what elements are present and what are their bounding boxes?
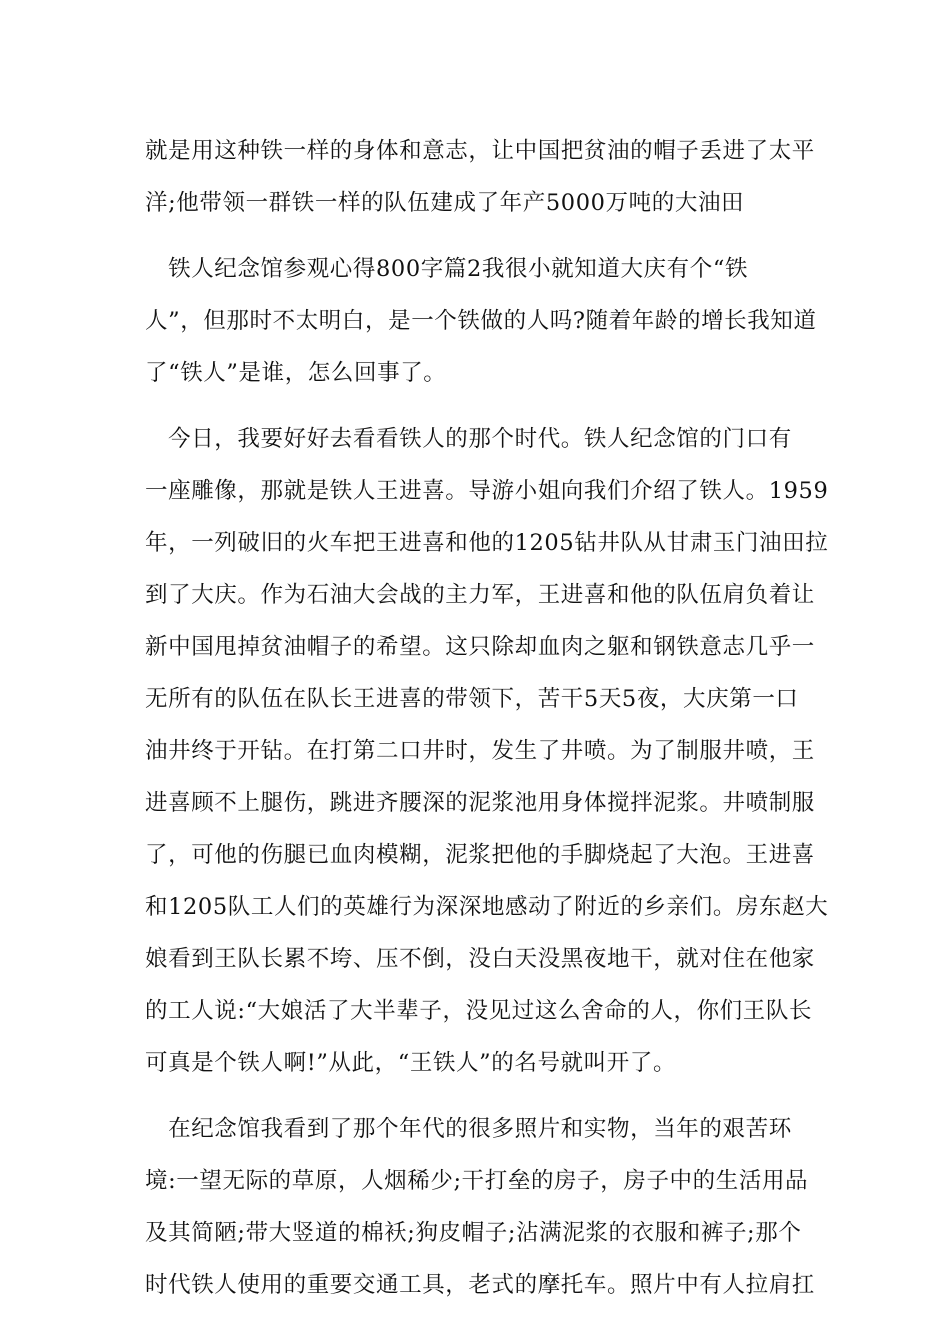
paragraph-2 [145,249,817,405]
text-line: 铁人纪念馆参观心得800字篇2我很小就知道大庆有个“铁 [145,256,749,282]
paragraph-3 [145,419,829,1095]
text-line: 境:一望无际的草原，人烟稀少;干打垒的房子，房子中的生活用品 [145,1168,809,1194]
document-body [145,131,829,1317]
text-line: 可真是个铁人啊!”从此，“王铁人”的名号就叫开了。 [145,1050,677,1076]
text-line: 的工人说:“大娘活了大半辈子，没见过这么舍命的人，你们王队长 [145,998,813,1024]
text-line: 人”，但那时不太明白，是一个铁做的人吗?随着年龄的增长我知道 [145,308,817,334]
text-line: 娘看到王队长累不垮、压不倒，没白天没黑夜地干，就对住在他家 [145,946,815,972]
text-line: 新中国甩掉贫油帽子的希望。这只除却血肉之躯和钢铁意志几乎一 [145,634,815,660]
text-line: 就是用这种铁一样的身体和意志，让中国把贫油的帽子丢进了太平 [145,138,815,164]
text-line: 时代铁人使用的重要交通工具，老式的摩托车。照片中有人拉肩扛 [145,1272,815,1298]
text-line: 进喜顾不上腿伤，跳进齐腰深的泥浆池用身体搅拌泥浆。井喷制服 [145,790,815,816]
text-line: 今日，我要好好去看看铁人的那个时代。铁人纪念馆的门口有 [145,426,792,452]
text-line: 和1205队工人们的英雄行为深深地感动了附近的乡亲们。房东赵大 [145,894,829,920]
text-line: 在纪念馆我看到了那个年代的很多照片和实物，当年的艰苦环 [145,1116,792,1142]
text-line: 油井终于开钻。在打第二口井时，发生了井喷。为了制服井喷，王 [145,738,815,764]
paragraph-1 [145,131,815,235]
text-line: 到了大庆。作为石油大会战的主力军，王进喜和他的队伍肩负着让 [145,582,815,608]
text-line: 了“铁人”是谁，怎么回事了。 [145,360,447,386]
text-line: 了，可他的伤腿已血肉模糊，泥浆把他的手脚烧起了大泡。王进喜 [145,842,815,868]
text-line: 及其简陋;带大竖道的棉袄;狗皮帽子;沾满泥浆的衣服和裤子;那个 [145,1220,802,1246]
text-line: 洋;他带领一群铁一样的队伍建成了年产5000万吨的大油田 [145,190,745,216]
text-line: 一座雕像，那就是铁人王进喜。导游小姐向我们介绍了铁人。1959 [145,478,829,504]
text-line: 无所有的队伍在队长王进喜的带领下，苦干5天5夜，大庆第一口 [145,686,799,712]
paragraph-4 [145,1109,815,1317]
text-line: 年，一列破旧的火车把王进喜和他的1205钻井队从甘肃玉门油田拉 [145,530,829,556]
